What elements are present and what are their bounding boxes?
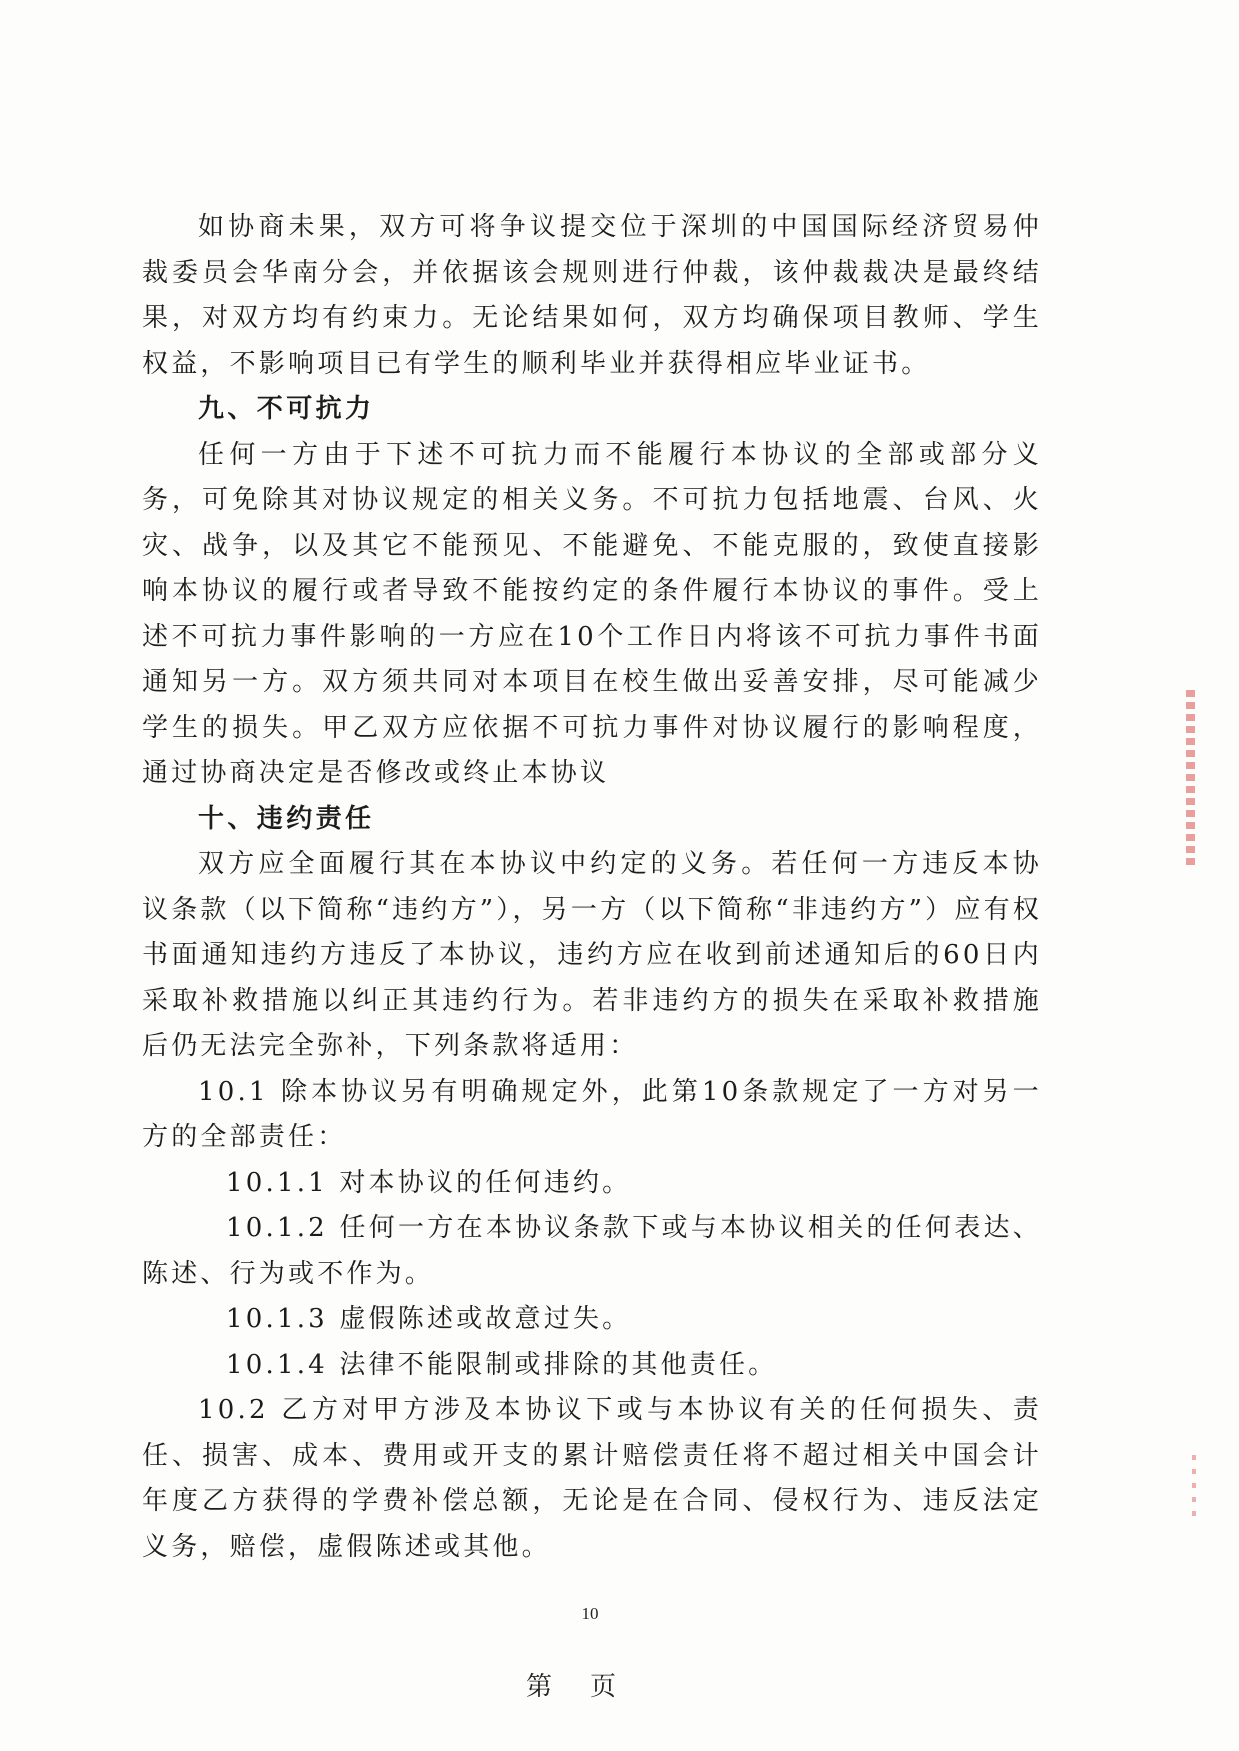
clause-10-1-4: 10.1.4 法律不能限制或排除的其他责任。 bbox=[226, 1349, 778, 1380]
seal-edge-mark-lower bbox=[1192, 1455, 1196, 1525]
clause-10-1-2: 10.1.2 任何一方在本协议条款下或与本协议相关的任何表达、陈述、行为或不作为。 bbox=[142, 1213, 1042, 1289]
clause-10-2: 10.2 乙方对甲方涉及本协议下或与本协议有关的任何损失、责任、损害、成本、费用或开支的累计赔偿责任将不超过相关中国会计年度乙方获得的学费补偿总额，无论是在合同、侵权行为、违反法定义务，赔偿，虚假陈述或其他。 bbox=[142, 1395, 1042, 1562]
clause-10-1-3: 10.1.3 虚假陈述或故意过失。 bbox=[226, 1304, 632, 1334]
liability-paragraph: 双方应全面履行其在本协议中约定的义务。若任何一方违反本协议条款（以下简称“违约方”），另一方（以下简称“非违约方”）应有权书面通知违约方违反了本协议，违约方应在收到前述通知后的60日内采取补救措施以纠正其违约行为。若非违约方的损失在采取补救措施后仍无法完全弥补，下列条款将适用： bbox=[142, 849, 1042, 1061]
page-label: 第页 bbox=[525, 1672, 654, 1702]
seal-edge-mark bbox=[1186, 690, 1195, 865]
page-number: 10 bbox=[581, 1604, 599, 1623]
clause-10-1-1: 10.1.1 对本协议的任何违约。 bbox=[226, 1167, 632, 1198]
arbitration-paragraph: 如协商未果，双方可将争议提交位于深圳的中国国际经济贸易仲裁委员会华南分会，并依据该会规则进行仲裁，该仲裁裁决是最终结果，对双方均有约束力。无论结果如何，双方均确保项目教师、学生权益，不影响项目已有学生的顺利毕业并获得相应毕业证书。 bbox=[142, 212, 1042, 379]
section-heading-liability: 十、违约责任 bbox=[198, 803, 375, 834]
document-body bbox=[142, 205, 1042, 1570]
force-majeure-paragraph: 任何一方由于下述不可抗力而不能履行本协议的全部或部分义务，可免除其对协议规定的相关义务。不可抗力包括地震、台风、火灾、战争，以及其它不能预见、不能避免、不能克服的，致使直接影响本协议的履行或者导致不能按约定的条件履行本协议的事件。受上述不可抗力事件影响的一方应在10个工作日内将该不可抗力事件书面通知另一方。双方须共同对本项目在校生做出妥善安排，尽可能减少学生的损失。甲乙双方应依据不可抗力事件对协议履行的影响程度，通过协商决定是否修改或终止本协议 bbox=[142, 439, 1042, 788]
clause-10-1: 10.1 除本协议另有明确规定外，此第10条款规定了一方对另一方的全部责任： bbox=[142, 1076, 1042, 1152]
section-heading-force-majeure: 九、不可抗力 bbox=[198, 394, 375, 424]
